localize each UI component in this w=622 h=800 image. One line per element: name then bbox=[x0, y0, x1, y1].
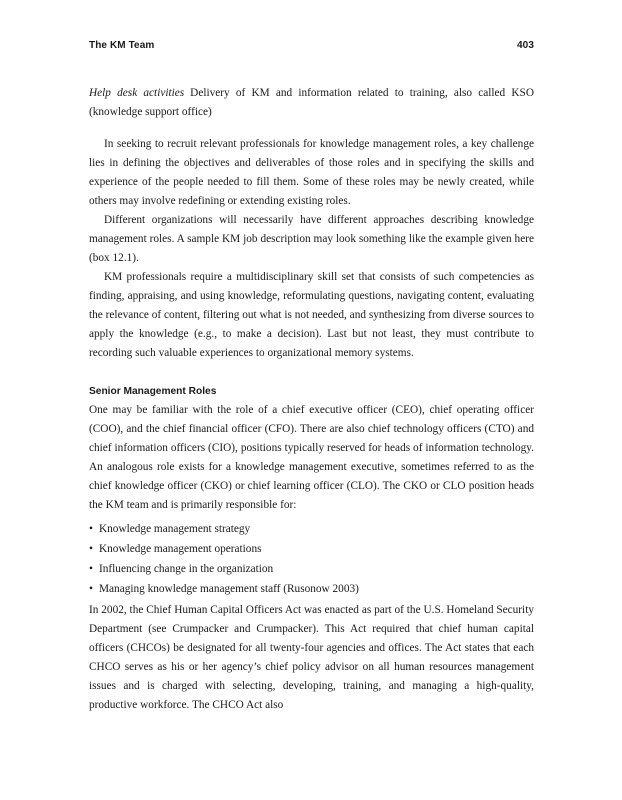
paragraph-skill-set: KM professionals require a multidisciplinary skill set that consists of such competencies as finding, appraising, and using knowledge, reformulating questions, navigating content, evaluating the relevance of content, filtering out what is not needed, and synthesizing from diverse sources to apply the knowledge (e.g., to make a decision). Last but not least, they must contribute to recording such valuable experiences to organizational memory systems. bbox=[89, 271, 534, 359]
running-title: The KM Team bbox=[89, 40, 155, 51]
responsibility-list bbox=[89, 519, 534, 599]
paragraph-organizations: Different organizations will necessarily have different approaches describing knowledge management roles. A sample KM job description may look something like the example given here (box 12.1). bbox=[89, 214, 534, 264]
list-item: • Knowledge management strategy bbox=[89, 519, 534, 539]
help-desk-entry bbox=[89, 84, 534, 122]
list-item: • Managing knowledge management staff (Rusonow 2003) bbox=[89, 579, 534, 599]
running-head bbox=[89, 40, 534, 51]
list-item: • Knowledge management operations bbox=[89, 539, 534, 559]
body-text bbox=[89, 84, 534, 715]
help-desk-label: Help desk activities bbox=[89, 87, 185, 99]
page-number: 403 bbox=[517, 40, 534, 51]
paragraph-recruiting: In seeking to recruit relevant professionals for knowledge management roles, a key challenge lies in defining the objectives and deliverables of those roles and in specifying the skills and experience of the people needed to fill them. Some of these roles may be newly created, while others may involve redefining or extending existing roles. bbox=[89, 138, 534, 207]
section-intro: One may be familiar with the role of a chief executive officer (CEO), chief operating officer (COO), and the chief financial officer (CFO). There are also chief technology officers (CTO) and chief information officers (CIO), positions typically reserved for heads of information technology. An analogous role exists for a knowledge management executive, sometimes referred to as the chief knowledge officer (CKO) or chief learning officer (CLO). The CKO or CLO position heads the KM team and is primarily responsible for: bbox=[89, 404, 534, 511]
list-item: • Influencing change in the organization bbox=[89, 559, 534, 579]
help-desk-text: Delivery of KM and information related to training, also called KSO (knowledge support office) bbox=[89, 87, 534, 118]
section-heading: Senior Management Roles bbox=[89, 386, 217, 397]
paragraph-chco-act: In 2002, the Chief Human Capital Officers Act was enacted as part of the U.S. Homeland Security Department (see Crumpacker and Crumpacker). This Act required that chief human capital officers (CHCOs) be designated for all twenty-four agencies and offices. The Act states that each CHCO serves as his or her agency’s chief policy advisor on all human resources management issues and is charged with selecting, developing, training, and managing a high-quality, productive workforce. The CHCO Act also bbox=[89, 604, 534, 711]
